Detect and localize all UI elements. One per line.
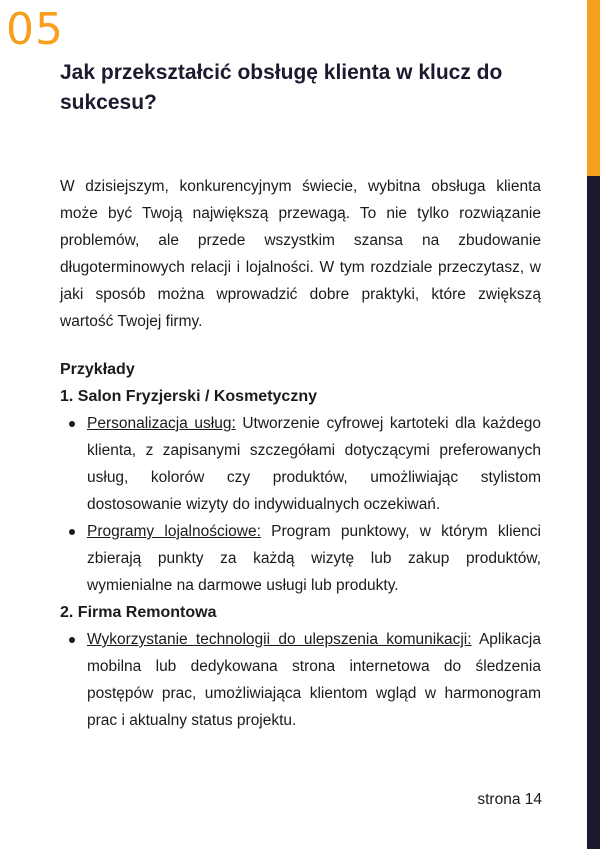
section-list — [60, 626, 541, 734]
list-item — [60, 518, 541, 599]
intro-paragraph: W dzisiejszym, konkurencyjnym świecie, wybitna obsługa klienta może być Twoją największą przewagą. To nie tylko rozwiązanie problemów, ale przede wszystkim szansa na zbudowanie długoterminowych relacji i lojalności. W tym rozdziale przeczytasz, w jaki sposób można wprowadzić dobre praktyki, które zwiększą wartość Twojej firmy. — [60, 178, 541, 330]
page-number: strona 14 — [477, 791, 542, 808]
page-content — [60, 173, 541, 734]
list-item — [60, 626, 541, 734]
list-item-term: Personalizacja usług: — [87, 415, 236, 432]
examples-heading: Przykłady — [60, 361, 135, 378]
section-list — [60, 410, 541, 599]
list-item-text: Utworzenie cyfrowej kartoteki dla każdego klienta, z zapisanymi szczegółami dotyczącymi preferowanych usług, kolorów czy produktów, umożliwiając stylistom dostosowanie wizyty do indywidualnych oczekiwań. — [87, 415, 541, 513]
accent-bar-dark — [587, 176, 600, 849]
bullet-icon — [69, 421, 75, 427]
section-heading: 1. Salon Fryzjerski / Kosmetyczny — [60, 388, 317, 405]
list-item-term: Programy lojalnościowe: — [87, 523, 261, 540]
chapter-number: 05 — [6, 4, 64, 55]
list-item-text: Program punktowy, w którym klienci zbierają punkty za każdą wizytę lub zakup produktów, wymienialne na darmowe usługi lub produkty. — [87, 523, 541, 594]
list-item-text: Aplikacja mobilna lub dedykowana strona internetowa do śledzenia postępów prac, umożliwiająca klientom wgląd w harmonogram prac i aktualny status projektu. — [87, 631, 541, 729]
list-item — [60, 410, 541, 518]
bullet-icon — [69, 529, 75, 535]
bullet-icon — [69, 637, 75, 643]
section-heading: 2. Firma Remontowa — [60, 604, 217, 621]
list-item-term: Wykorzystanie technologii do ulepszenia komunikacji: — [87, 631, 472, 648]
page-title: Jak przekształcić obsługę klienta w klucz do sukcesu? — [60, 61, 503, 114]
